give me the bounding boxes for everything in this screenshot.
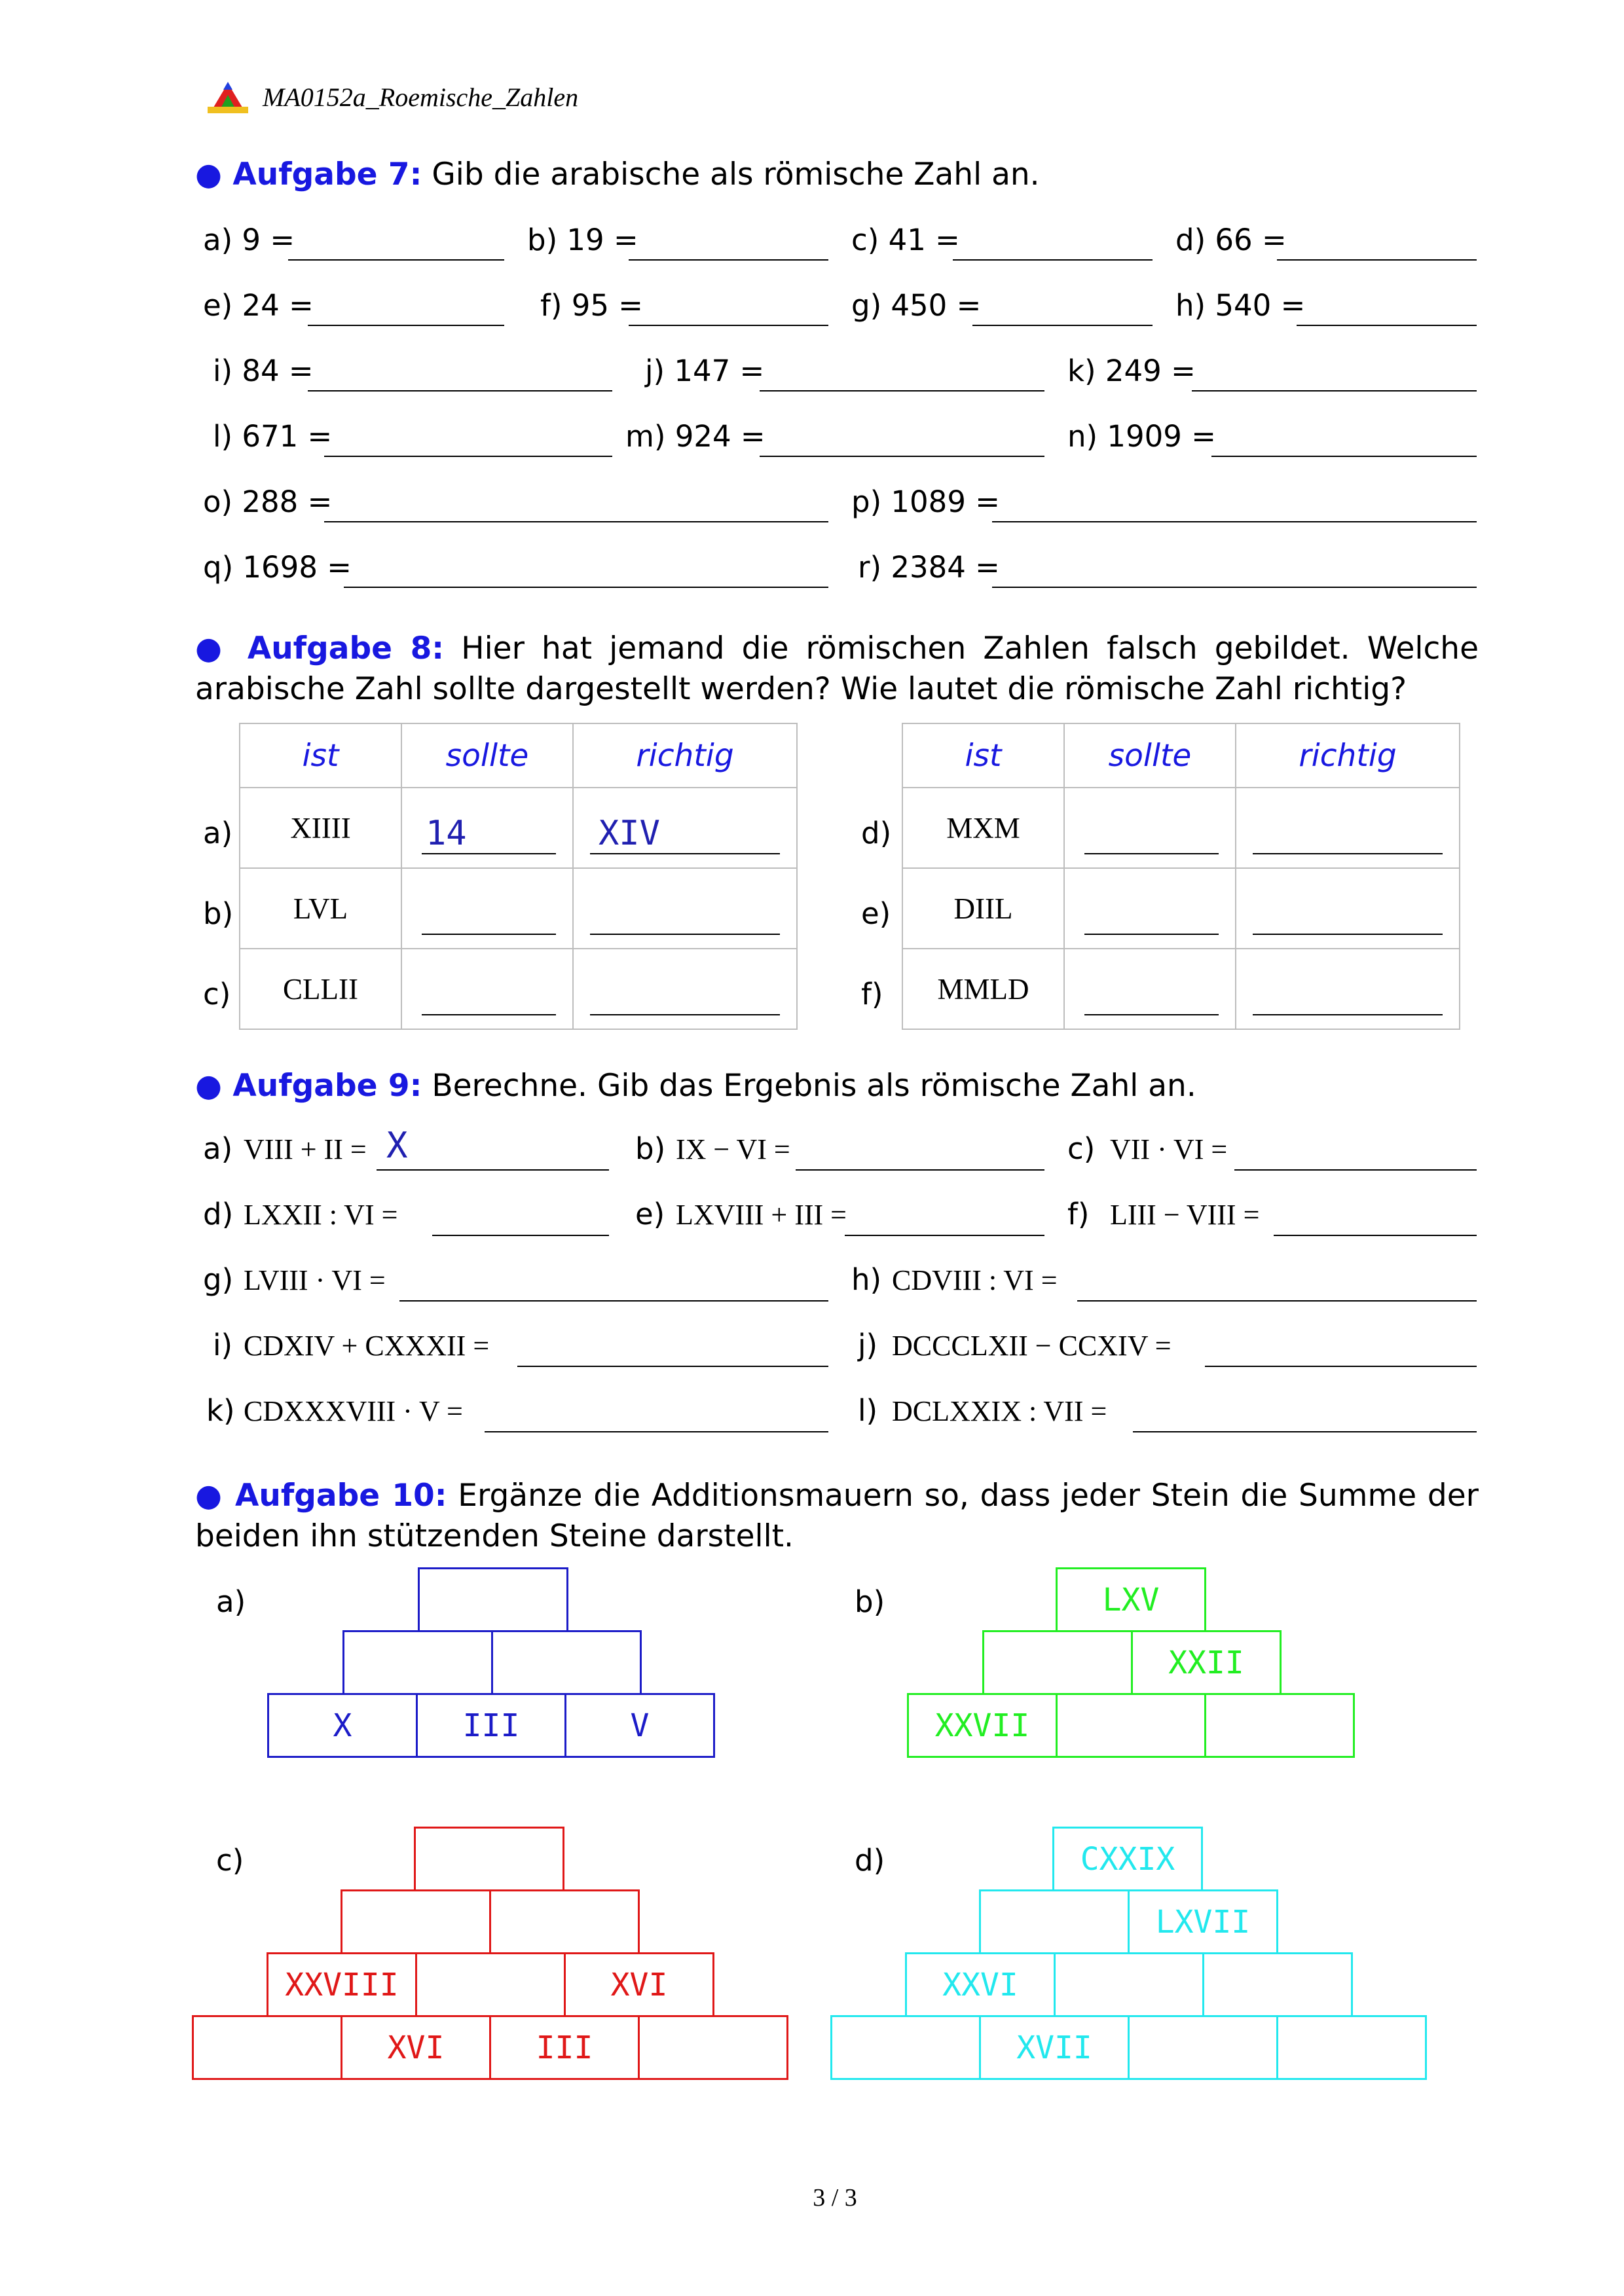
- handwritten-answer: 14: [426, 814, 467, 853]
- answer-field[interactable]: [1297, 325, 1477, 326]
- exercise-label: h): [851, 1262, 882, 1297]
- page-header: [206, 77, 578, 117]
- roman-expression: CDXIV + CXXXII =: [244, 1330, 490, 1362]
- exercise-label: h) 540 =: [1175, 288, 1306, 323]
- richtig-cell[interactable]: [573, 949, 797, 1029]
- richtig-cell[interactable]: [1236, 788, 1460, 868]
- sollte-cell[interactable]: [401, 949, 573, 1029]
- wall-brick[interactable]: [489, 1889, 640, 1954]
- exercise-label: a): [203, 1131, 233, 1166]
- sollte-cell[interactable]: [401, 868, 573, 949]
- answer-field[interactable]: [590, 1014, 780, 1015]
- richtig-cell[interactable]: [573, 788, 797, 868]
- answer-field[interactable]: [377, 1169, 609, 1171]
- answer-field[interactable]: [1084, 853, 1219, 854]
- wall-brick[interactable]: XXVII: [907, 1693, 1058, 1758]
- column-header: sollte: [401, 723, 573, 788]
- wall-brick[interactable]: [638, 2015, 788, 2080]
- task-9-heading: ● Aufgabe 9: Berechne. Gib das Ergebnis als römische Zahl an.: [195, 1068, 1196, 1104]
- row-label: d): [861, 816, 892, 850]
- wall-brick[interactable]: XVII: [979, 2015, 1130, 2080]
- roman-expression: LVIII · VI =: [244, 1264, 386, 1296]
- ist-cell: DIIL: [902, 868, 1064, 949]
- exercise-label: e) 24 =: [203, 288, 314, 323]
- answer-field[interactable]: [422, 934, 556, 935]
- answer-field[interactable]: [324, 521, 828, 522]
- wall-brick[interactable]: LXV: [1056, 1567, 1206, 1632]
- wall-brick[interactable]: III: [489, 2015, 640, 2080]
- row-label: c): [203, 977, 231, 1011]
- roman-expression: DCCCLXII − CCXIV =: [892, 1330, 1172, 1362]
- answer-field[interactable]: [796, 1169, 1044, 1171]
- ist-cell: CLLII: [240, 949, 401, 1029]
- exercise-label: l): [858, 1393, 878, 1428]
- column-header: richtig: [573, 723, 797, 788]
- answer-field[interactable]: [308, 390, 612, 392]
- wall-brick[interactable]: XXVI: [905, 1952, 1056, 2017]
- exercise-label: n) 1909 =: [1067, 419, 1216, 454]
- roman-expression: DCLXXIX : VII =: [892, 1395, 1107, 1427]
- wall-brick[interactable]: CXXIX: [1052, 1827, 1203, 1891]
- wall-brick[interactable]: [979, 1889, 1130, 1954]
- answer-field[interactable]: [590, 934, 780, 935]
- row-label: f): [861, 977, 883, 1011]
- ist-cell: XIIII: [240, 788, 401, 868]
- richtig-cell[interactable]: [573, 868, 797, 949]
- wall-brick[interactable]: [1054, 1952, 1204, 2017]
- exercise-label: b): [635, 1131, 666, 1166]
- wall-label: a): [216, 1584, 246, 1619]
- answer-field[interactable]: [992, 521, 1477, 522]
- wall-brick[interactable]: V: [564, 1693, 715, 1758]
- exercise-label: f): [1067, 1197, 1090, 1231]
- roman-expression: VII · VI =: [1110, 1133, 1228, 1165]
- column-header: ist: [240, 723, 401, 788]
- roman-expression: VIII + II =: [244, 1133, 367, 1165]
- wall-brick[interactable]: [830, 2015, 981, 2080]
- wall-brick[interactable]: X: [267, 1693, 418, 1758]
- answer-field[interactable]: [953, 259, 1153, 261]
- answer-field[interactable]: [1077, 1300, 1477, 1302]
- roman-expression: LXVIII + III =: [676, 1199, 847, 1231]
- exercise-label: q) 1698 =: [203, 550, 352, 585]
- exercise-label: o) 288 =: [203, 484, 333, 519]
- answer-field[interactable]: [1253, 853, 1443, 854]
- table-right: [902, 723, 1460, 1030]
- wall-brick[interactable]: [1056, 1693, 1206, 1758]
- wall-label: c): [216, 1843, 244, 1878]
- answer-field[interactable]: [1274, 1235, 1477, 1236]
- wall-brick[interactable]: [1128, 2015, 1278, 2080]
- answer-field[interactable]: [972, 325, 1153, 326]
- wall-brick[interactable]: XXVIII: [267, 1952, 417, 2017]
- exercise-label: j) 147 =: [645, 354, 765, 388]
- wall-label: d): [855, 1843, 885, 1878]
- row-label: e): [861, 896, 891, 931]
- roman-expression: CDVIII : VI =: [892, 1264, 1058, 1296]
- answer-field[interactable]: [1253, 934, 1443, 935]
- header-title: MA0152a_Roemische_Zahlen: [263, 82, 579, 112]
- answer-field[interactable]: [324, 456, 612, 457]
- table-row: [240, 868, 797, 949]
- table-row: [240, 788, 797, 868]
- answer-field[interactable]: [1084, 1014, 1219, 1015]
- answer-field[interactable]: [432, 1235, 609, 1236]
- answer-field[interactable]: [760, 456, 1044, 457]
- answer-field[interactable]: [485, 1431, 828, 1432]
- handwritten-answer: X: [386, 1125, 408, 1166]
- row-label: b): [203, 896, 234, 931]
- answer-field[interactable]: [344, 587, 828, 588]
- wall-brick[interactable]: [341, 1889, 491, 1954]
- exercise-label: b) 19 =: [527, 223, 638, 257]
- exercise-label: k) 249 =: [1067, 354, 1196, 388]
- roman-expression: LIII − VIII =: [1110, 1199, 1260, 1231]
- row-label: a): [203, 816, 233, 850]
- roman-expression: CDXXXVIII · V =: [244, 1395, 463, 1427]
- exercise-label: f) 95 =: [540, 288, 643, 323]
- sollte-cell[interactable]: [401, 788, 573, 868]
- table-left: [239, 723, 798, 1030]
- answer-field[interactable]: [1205, 1366, 1477, 1367]
- exercise-label: c): [1067, 1131, 1096, 1166]
- exercise-label: m) 924 =: [625, 419, 766, 454]
- table-row: [902, 949, 1460, 1029]
- answer-field[interactable]: [1253, 1014, 1443, 1015]
- wall-brick[interactable]: III: [416, 1693, 566, 1758]
- exercise-label: j): [858, 1328, 878, 1362]
- ist-cell: LVL: [240, 868, 401, 949]
- answer-field[interactable]: [629, 259, 828, 261]
- exercise-label: r) 2384 =: [858, 550, 1000, 585]
- exercise-label: p) 1089 =: [851, 484, 1000, 519]
- wall-brick[interactable]: [418, 1567, 568, 1632]
- answer-field[interactable]: [422, 1014, 556, 1015]
- task-7-heading: ● Aufgabe 7: Gib die arabische als römische Zahl an.: [195, 156, 1040, 192]
- answer-field[interactable]: [590, 853, 780, 854]
- answer-field[interactable]: [760, 390, 1044, 392]
- page-number: 3 / 3: [813, 2184, 857, 2212]
- answer-field[interactable]: [845, 1235, 1044, 1236]
- wall-brick[interactable]: [1204, 1693, 1355, 1758]
- answer-field[interactable]: [422, 853, 556, 854]
- column-header: richtig: [1236, 723, 1460, 788]
- column-header: ist: [902, 723, 1064, 788]
- task-8-heading: ● Aufgabe 8: Hier hat jemand die römischen Zahlen falsch gebildet. Welche arabische Zahl sollte dargestellt werden? Wie lautet die römische Zahl richtig?: [195, 630, 1479, 707]
- table-row: [902, 868, 1460, 949]
- answer-field[interactable]: [992, 587, 1477, 588]
- sollte-cell[interactable]: [1064, 949, 1236, 1029]
- exercise-label: i) 84 =: [213, 354, 314, 388]
- exercise-label: d): [203, 1197, 234, 1231]
- ist-cell: MMLD: [902, 949, 1064, 1029]
- exercise-label: e): [635, 1197, 665, 1231]
- table-row: [240, 949, 797, 1029]
- logo-icon: [206, 81, 249, 113]
- exercise-label: k): [206, 1393, 235, 1428]
- sollte-cell[interactable]: [1064, 788, 1236, 868]
- table-row: [902, 788, 1460, 868]
- answer-field[interactable]: [399, 1300, 828, 1302]
- exercise-label: g) 450 =: [851, 288, 982, 323]
- richtig-cell[interactable]: [1236, 949, 1460, 1029]
- answer-field[interactable]: [288, 259, 504, 261]
- answer-field[interactable]: [1133, 1431, 1477, 1432]
- wall-brick[interactable]: [415, 1952, 566, 2017]
- exercise-label: c) 41 =: [851, 223, 960, 257]
- wall-brick[interactable]: XVI: [341, 2015, 491, 2080]
- richtig-cell[interactable]: [1236, 868, 1460, 949]
- task-10-heading: ● Aufgabe 10: Ergänze die Additionsmauern so, dass jeder Stein die Summe der beiden ihn stützenden Steine darstellt.: [195, 1478, 1479, 1554]
- answer-field[interactable]: [629, 325, 828, 326]
- wall-label: b): [855, 1584, 885, 1619]
- answer-field[interactable]: [1084, 934, 1219, 935]
- wall-brick[interactable]: XVI: [564, 1952, 714, 2017]
- exercise-label: l) 671 =: [213, 419, 333, 454]
- answer-field[interactable]: [1277, 259, 1477, 261]
- roman-expression: IX − VI =: [676, 1133, 790, 1165]
- answer-field[interactable]: [308, 325, 504, 326]
- roman-expression: LXXII : VI =: [244, 1199, 398, 1231]
- wall-brick[interactable]: [982, 1630, 1133, 1695]
- wall-brick[interactable]: [1202, 1952, 1353, 2017]
- answer-field[interactable]: [1211, 456, 1477, 457]
- wall-brick[interactable]: [342, 1630, 493, 1695]
- column-header: sollte: [1064, 723, 1236, 788]
- wall-brick[interactable]: LXVII: [1128, 1889, 1278, 1954]
- wall-brick[interactable]: [192, 2015, 342, 2080]
- wall-brick[interactable]: [491, 1630, 642, 1695]
- sollte-cell[interactable]: [1064, 868, 1236, 949]
- wall-brick[interactable]: XXII: [1131, 1630, 1282, 1695]
- exercise-label: g): [203, 1262, 234, 1297]
- exercise-label: d) 66 =: [1175, 223, 1287, 257]
- exercise-label: i): [213, 1328, 233, 1362]
- handwritten-answer: XIV: [599, 814, 660, 853]
- answer-field[interactable]: [1192, 390, 1477, 392]
- wall-brick[interactable]: [414, 1827, 564, 1891]
- exercise-label: a) 9 =: [203, 223, 295, 257]
- ist-cell: MXM: [902, 788, 1064, 868]
- wall-brick[interactable]: [1276, 2015, 1427, 2080]
- answer-field[interactable]: [517, 1366, 828, 1367]
- answer-field[interactable]: [1234, 1169, 1477, 1171]
